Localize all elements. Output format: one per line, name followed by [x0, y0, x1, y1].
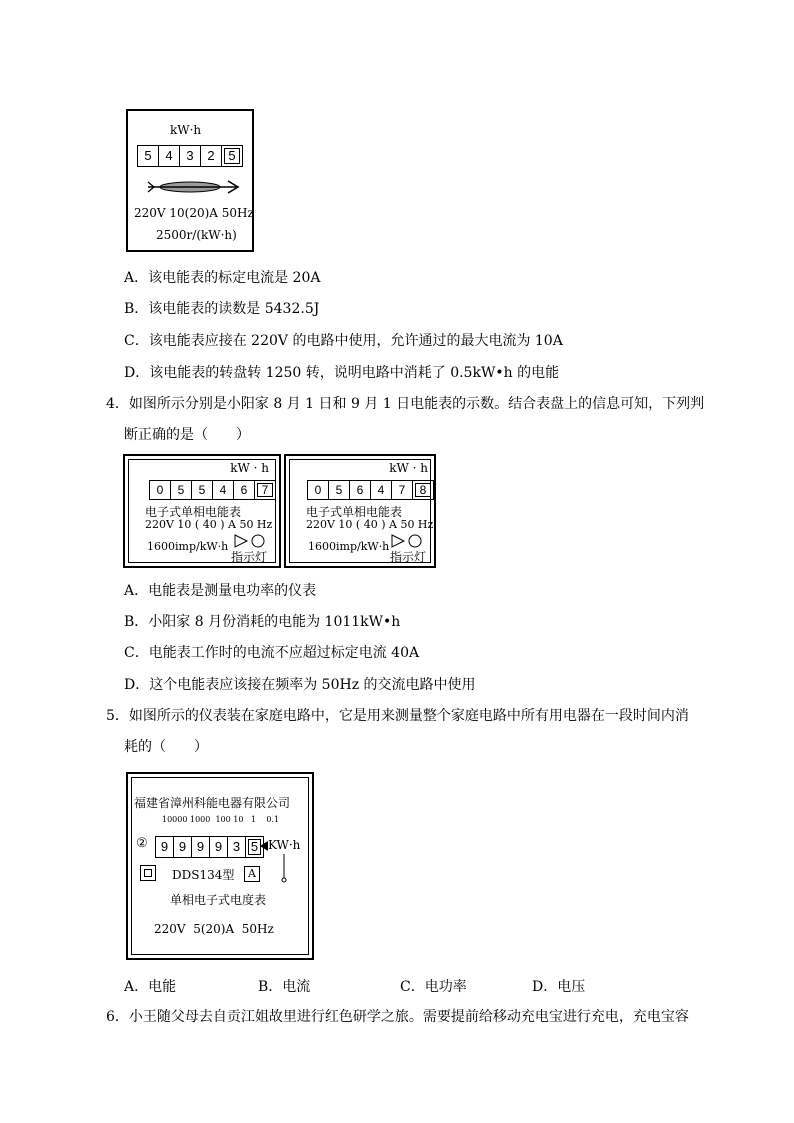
meter-name: 电子式单相电能表 [145, 505, 242, 519]
q4-stem-line-2: 断正确的是（ ） [124, 427, 250, 443]
meter-figure-1 [126, 109, 254, 252]
indicator-lamp-icon [390, 534, 426, 548]
square-button-icon [140, 865, 156, 881]
meter-digit: 4 [370, 480, 392, 500]
meter-digit-decimal: 5 [221, 145, 243, 167]
q5-option-d: D．电压 [532, 979, 586, 995]
meter-digit-row [150, 480, 276, 500]
meter-digit: 3 [227, 836, 246, 858]
meter-spec: 220V 10 ( 40 ) A 50 Hz [306, 518, 434, 531]
meter-unit: kW·h [170, 123, 202, 137]
meter-scale-labels: 10000 1000 100 10 1 0.1 [162, 815, 280, 824]
q6-stem-line-1: 6．小王随父母去自贡江姐故里进行红色研学之旅。需要提前给移动充电宝进行充电，充电宝容 [106, 1009, 689, 1025]
meter-box-letter: A [244, 866, 260, 882]
q3-option-d: D．该电能表的转盘转 1250 转，说明电路中消耗了 0.5kW•h 的电能 [124, 365, 560, 381]
q3-option-b: B．该电能表的读数是 5432.5J [124, 301, 320, 317]
meter-digit: 4 [158, 145, 180, 167]
meter-spec: 220V 10 ( 40 ) A 50 Hz [145, 518, 273, 531]
q5-stem-line-2: 耗的（ ） [124, 739, 208, 755]
meter-unit: KW·h [268, 838, 301, 852]
meter-digit: 9 [173, 836, 192, 858]
meter-digit: 5 [170, 480, 192, 500]
meter-unit: kW · h [230, 461, 269, 475]
meter-figure-sep [284, 454, 436, 568]
meter-name: 电子式单相电能表 [306, 505, 403, 519]
meter-digit-decimal: 7 [254, 480, 276, 500]
meter-digit-row [138, 145, 243, 167]
q4-option-d: D．这个电能表应该接在频率为 50Hz 的交流电路中使用 [124, 677, 476, 693]
meter-circle-number: ② [136, 836, 148, 851]
meter-spec: 220V 5(20)A 50Hz [154, 922, 274, 936]
q5-stem-line-1: 5．如图所示的仪表装在家庭电路中，它是用来测量整个家庭电路中所有用电器在一段时间内消 [106, 708, 689, 724]
meter-digit: 7 [391, 480, 413, 500]
meter-digit: 2 [200, 145, 222, 167]
meter-digit: 5 [191, 480, 213, 500]
meter-lamp-label: 指示灯 [390, 550, 427, 564]
meter-unit: kW · h [389, 461, 428, 475]
meter-model: DDS134型 [172, 868, 235, 882]
meter-digit: 6 [349, 480, 371, 500]
meter-figure-aug [123, 454, 281, 568]
q3-option-a: A．该电能表的标定电流是 20A [124, 270, 321, 286]
q4-option-b: B．小阳家 8 月份消耗的电能为 1011kW•h [124, 614, 401, 630]
pointer-triangle-icon [260, 841, 268, 851]
terminal-icon [281, 854, 287, 884]
indicator-lamp-icon [233, 534, 269, 548]
meter-digit-decimal: 8 [412, 480, 434, 500]
q4-option-a: A．电能表是测量电功率的仪表 [124, 583, 317, 599]
meter-lamp-label: 指示灯 [231, 550, 268, 564]
meter-digit: 3 [179, 145, 201, 167]
meter-digit-row [156, 836, 264, 858]
meter-digit: 0 [149, 480, 171, 500]
meter-digit: 9 [209, 836, 228, 858]
meter-figure-household [126, 772, 314, 960]
q5-option-b: B．电流 [258, 979, 311, 995]
q4-stem-line-1: 4．如图所示分别是小阳家 8 月 1 日和 9 月 1 日电能表的示数。结合表盘上的信息可知，下列判 [106, 396, 705, 412]
meter-spec: 220V 10(20)A 50Hz [134, 206, 254, 220]
meter-digit: 9 [191, 836, 210, 858]
meter-digit: 9 [155, 836, 174, 858]
q3-option-c: C．该电能表应接在 220V 的电路中使用，允许通过的最大电流为 10A [124, 333, 563, 349]
meter-digit: 5 [328, 480, 350, 500]
meter-company: 福建省漳州科能电器有限公司 [134, 796, 291, 810]
rotating-disc-arrow-icon [146, 179, 242, 195]
q5-option-a: A．电能 [124, 979, 177, 995]
meter-digit-row [308, 480, 434, 500]
meter-rate: 2500r/(kW·h) [156, 228, 237, 242]
meter-digit: 4 [212, 480, 234, 500]
meter-imp: 1600imp/kW·h [308, 540, 390, 553]
meter-imp: 1600imp/kW·h [147, 540, 229, 553]
meter-digit-decimal: 5 [245, 836, 264, 858]
meter-digit: 5 [137, 145, 159, 167]
meter-name: 单相电子式电度表 [170, 893, 267, 907]
meter-digit: 6 [233, 480, 255, 500]
meter-digit: 0 [307, 480, 329, 500]
q5-option-c: C．电功率 [400, 979, 467, 995]
q4-option-c: C．电能表工作时的电流不应超过标定电流 40A [124, 645, 420, 661]
